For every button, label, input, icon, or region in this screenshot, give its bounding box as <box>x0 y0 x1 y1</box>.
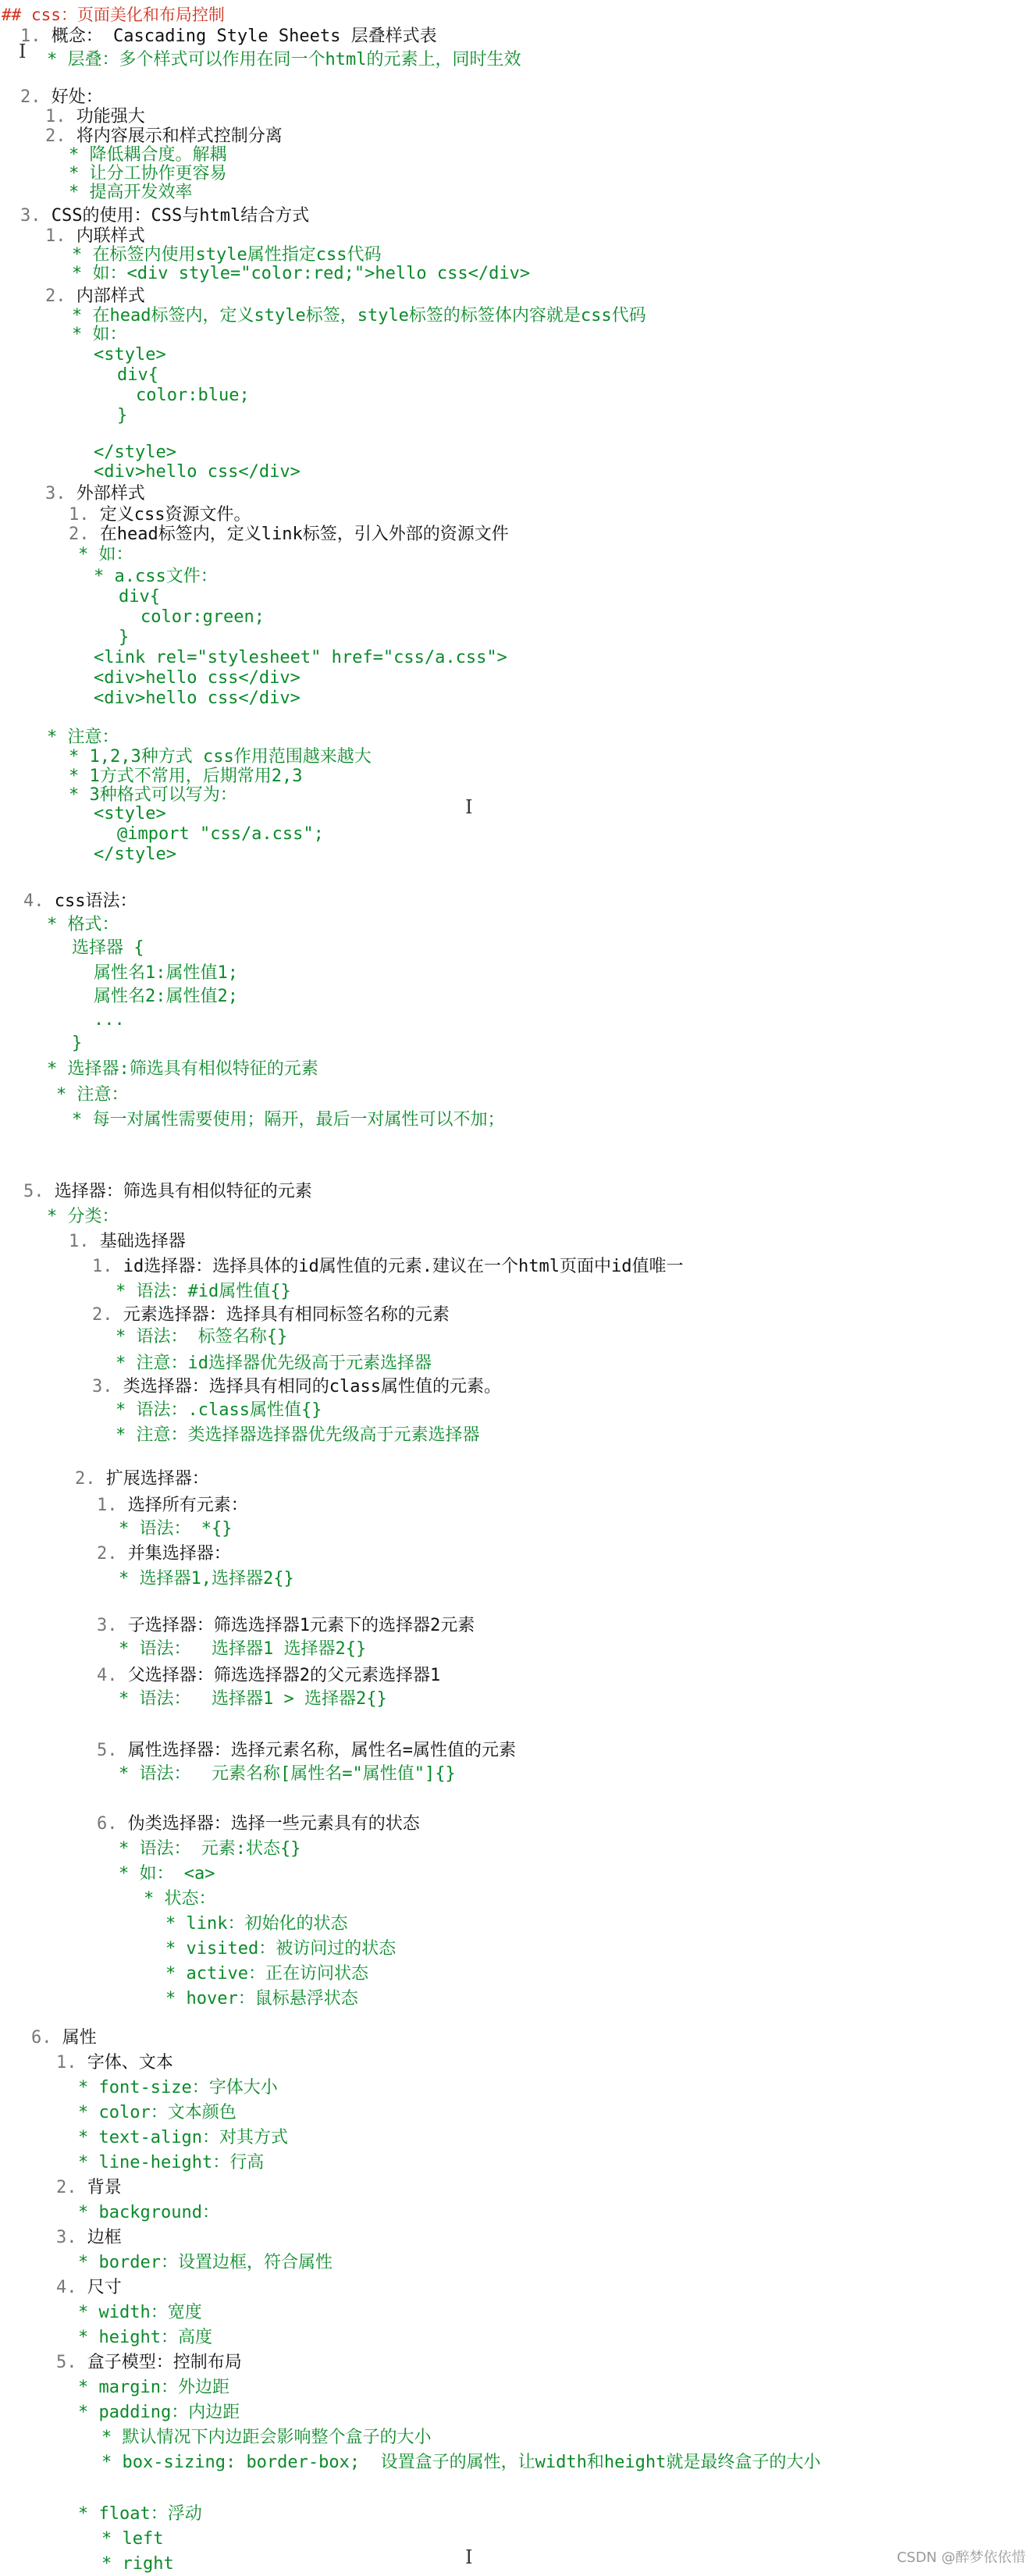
line-text: right <box>122 2554 174 2574</box>
note-line <box>165 1912 347 1936</box>
bullet: * <box>56 1085 77 1105</box>
bullet: * <box>78 545 99 564</box>
note-line <box>69 523 509 546</box>
note-line <box>116 1352 432 1375</box>
bullet: * <box>78 2403 99 2422</box>
bullet: * <box>69 767 90 786</box>
line-text: 语法： 选择器1 选择器2{} <box>139 1639 367 1659</box>
list-number: 1. <box>45 107 76 126</box>
line-text: 语法： 标签名称{} <box>136 1327 288 1347</box>
line-text: visited：被访问过的状态 <box>186 1939 397 1959</box>
line-text: 状态： <box>164 1889 216 1909</box>
bullet: * <box>78 2103 99 2122</box>
line-text: ## <box>2 5 31 24</box>
line-text: margin：外边距 <box>98 2378 229 2397</box>
note-line <box>101 2451 820 2475</box>
line-text: css <box>30 5 61 24</box>
line-text: 注意：id选择器优先级高于元素选择器 <box>136 1354 432 1373</box>
line-text: 伪类选择器：选择一些元素具有的状态 <box>127 1814 420 1834</box>
line-text: 内部样式 <box>76 286 145 306</box>
bullet: * <box>69 183 90 202</box>
text-cursor-mid: I <box>465 796 473 818</box>
note-line <box>116 1399 322 1422</box>
bullet: * <box>119 1864 140 1884</box>
bullet: * <box>78 2328 99 2347</box>
bullet: * <box>116 1327 137 1347</box>
line-text: <div>hello css</div> <box>94 668 301 688</box>
bullet: * <box>47 1207 68 1226</box>
line-text: 每一对属性需要使用；隔开，最后一对属性可以不加； <box>92 1110 505 1130</box>
line-text: 分类： <box>67 1207 119 1226</box>
list-number: 1. <box>69 1232 100 1251</box>
note-line <box>92 1304 450 1327</box>
bullet: * <box>78 2303 99 2322</box>
line-text: 1,2,3种方式 css作用范围越来越大 <box>89 747 372 767</box>
note-line <box>119 1567 294 1591</box>
list-number: 4. <box>97 1666 128 1685</box>
bullet: * <box>165 1964 187 1984</box>
line-text: border：设置边框，符合属性 <box>98 2253 333 2272</box>
line-text: 好处： <box>51 87 103 107</box>
bullet: * <box>101 2529 123 2549</box>
bullet: * <box>165 1914 187 1934</box>
note-line <box>47 48 521 72</box>
bullet: * <box>78 2253 99 2272</box>
line-text: 注意： <box>67 728 119 747</box>
note-line <box>140 606 265 629</box>
list-number: 1. <box>69 505 100 525</box>
note-line <box>31 2026 97 2050</box>
line-text: font-size：字体大小 <box>98 2078 278 2097</box>
line-text: div{ <box>117 365 158 385</box>
list-number: 2. <box>45 126 76 146</box>
line-text: 边框 <box>87 2228 122 2247</box>
note-line <box>97 1813 420 1836</box>
bullet: * <box>72 325 93 344</box>
line-text: 3种格式可以写为： <box>89 785 237 805</box>
note-line <box>20 25 437 48</box>
line-text: 功能强大 <box>76 107 145 126</box>
list-number: 2. <box>97 1544 128 1564</box>
list-number: 1. <box>45 226 76 246</box>
bullet: * <box>78 2078 99 2097</box>
list-number: 2. <box>56 2178 87 2197</box>
note-line <box>94 962 238 985</box>
line-text: link：初始化的状态 <box>186 1914 348 1934</box>
line-text: 提高开发效率 <box>89 183 193 202</box>
note-line <box>101 2528 163 2551</box>
note-line <box>78 2401 240 2425</box>
note-line <box>78 2301 202 2325</box>
list-number: 1. <box>56 2053 87 2073</box>
note-line <box>69 1230 186 1254</box>
line-text: 属性选择器：选择元素名称，属性名=属性值的元素 <box>127 1741 516 1760</box>
note-line <box>78 2101 237 2125</box>
note-line <box>94 843 176 866</box>
list-number: 2. <box>69 525 100 544</box>
line-text: color：文本颜色 <box>98 2103 237 2122</box>
list-number: 6. <box>97 1814 128 1834</box>
note-line <box>117 404 127 428</box>
line-text: active：正在访问状态 <box>186 1964 368 1984</box>
note-line <box>23 890 137 913</box>
note-line <box>56 2051 173 2075</box>
list-number: 3. <box>56 2228 87 2247</box>
list-number: 2. <box>92 1305 123 1325</box>
note-line <box>23 1180 312 1204</box>
note-line <box>56 1083 129 1107</box>
line-text: 并集选择器： <box>127 1544 231 1564</box>
note-line <box>119 1838 301 1861</box>
line-text: 背景 <box>87 2178 122 2197</box>
line-text: a.css文件： <box>114 567 218 586</box>
list-number: 1. <box>92 1257 123 1276</box>
note-line <box>119 1763 456 1786</box>
line-text: 层叠：多个样式可以作用在同一个html的元素上，同时生效 <box>67 50 521 69</box>
note-line <box>97 1614 475 1638</box>
line-text: 如： <box>92 325 127 344</box>
bullet: * <box>78 2504 99 2524</box>
line-text: 1方式不常用，后期常用2,3 <box>89 767 303 786</box>
note-line <box>92 1375 501 1399</box>
list-number: 6. <box>31 2028 62 2048</box>
line-text: background： <box>98 2203 219 2222</box>
note-line <box>119 1688 387 1711</box>
note-line <box>78 543 133 567</box>
line-text: width：宽度 <box>98 2303 202 2322</box>
bullet: * <box>47 1059 68 1079</box>
bullet: * <box>119 1689 140 1709</box>
line-text: box-sizing: border-box; 设置盒子的属性，让width和height就是最终盒子的大小 <box>122 2453 821 2472</box>
line-text: 尺寸 <box>87 2278 122 2297</box>
note-line <box>78 2326 212 2350</box>
line-text: css语法： <box>54 891 137 911</box>
bullet: * <box>119 1519 140 1539</box>
line-text: line-height：行高 <box>98 2153 265 2172</box>
list-number: 3. <box>92 1377 123 1397</box>
line-text: 属性名2:属性值2; <box>94 987 238 1006</box>
bullet: * <box>119 1764 140 1784</box>
list-number: 2. <box>45 286 76 306</box>
bullet: * <box>72 1110 93 1130</box>
note-line <box>47 913 119 937</box>
line-text: 内联样式 <box>76 226 145 246</box>
line-text: <link rel="stylesheet" href="css/a.css"> <box>94 648 507 667</box>
bullet: * <box>101 2554 123 2574</box>
note-line <box>119 1517 232 1541</box>
line-text: 选择器：筛选具有相似特征的元素 <box>54 1182 312 1201</box>
note-line <box>69 181 193 205</box>
note-line <box>136 384 250 407</box>
text-cursor-bottom: I <box>465 2546 473 2568</box>
bullet: * <box>78 2378 99 2397</box>
list-number: 3. <box>20 206 52 226</box>
line-text: 格式： <box>67 915 119 934</box>
line-text: ... <box>94 1010 125 1030</box>
line-text: </style> <box>94 443 176 462</box>
line-text: 定义css资源文件。 <box>99 505 251 525</box>
bullet: * <box>116 1400 137 1420</box>
line-text: 选择器1,选择器2{} <box>139 1569 294 1589</box>
line-text: 语法：#id属性值{} <box>136 1282 291 1301</box>
note-line <box>119 1863 215 1886</box>
line-text: 扩展选择器： <box>105 1469 209 1489</box>
note-line <box>56 2176 122 2200</box>
note-line <box>97 1664 440 1688</box>
note-line <box>78 2076 278 2100</box>
note-line <box>119 1638 366 1661</box>
line-text: 默认情况下内边距会影响整个盒子的大小 <box>122 2428 432 2447</box>
line-text: 基础选择器 <box>99 1232 186 1251</box>
note-line <box>78 2126 288 2150</box>
line-text: 外部样式 <box>76 484 145 503</box>
line-text: 父选择器：筛选选择器2的父元素选择器1 <box>127 1666 441 1685</box>
line-text: 语法： 选择器1 > 选择器2{} <box>139 1689 387 1709</box>
line-text: 字体、文本 <box>87 2053 173 2073</box>
list-number: 5. <box>56 2353 87 2372</box>
line-text: 语法： *{} <box>139 1519 233 1539</box>
line-text: padding：内边距 <box>98 2403 240 2422</box>
line-text: height：高度 <box>98 2328 212 2347</box>
line-text: 选择器 { <box>72 938 144 958</box>
line-text: <div>hello css</div> <box>94 688 301 708</box>
note-line <box>56 2351 242 2375</box>
bullet: * <box>144 1889 165 1909</box>
bullet: * <box>47 50 68 69</box>
list-number: 3. <box>45 484 76 503</box>
list-number: 3. <box>97 1616 128 1635</box>
line-text: 在head标签内，定义link标签，引入外部的资源文件 <box>99 525 509 544</box>
note-line <box>47 1205 119 1229</box>
bullet: * <box>69 785 90 805</box>
note-line <box>165 1937 396 1961</box>
bullet: * <box>78 2203 99 2222</box>
bullet: * <box>119 1839 140 1859</box>
list-number: 5. <box>23 1182 55 1201</box>
bullet: * <box>47 915 68 934</box>
line-text: </style> <box>94 845 176 864</box>
line-text: id选择器：选择具体的id属性值的元素.建议在一个html页面中id值唯一 <box>123 1257 684 1276</box>
line-text: color:green; <box>140 607 265 627</box>
list-number: 4. <box>56 2278 87 2297</box>
bullet: * <box>78 2153 99 2172</box>
bullet: * <box>165 1939 187 1959</box>
note-line <box>78 2201 219 2225</box>
bullet: * <box>69 164 90 183</box>
note-line <box>101 2553 174 2576</box>
line-text: 属性名1:属性值1; <box>94 963 238 983</box>
line-text: } <box>117 406 128 425</box>
line-text: 语法： 元素名称[属性名="属性值"]{} <box>139 1764 456 1784</box>
line-text: 降低耦合度。解耦 <box>89 145 227 165</box>
line-text: 语法： 元素:状态{} <box>139 1839 301 1859</box>
bullet: * <box>165 1989 187 2008</box>
bullet: * <box>101 2428 123 2447</box>
line-text: 选择器:筛选具有相似特征的元素 <box>67 1059 318 1079</box>
line-text: 如： <box>98 545 133 564</box>
line-text: 如： <a> <box>139 1864 215 1884</box>
line-text: 属性 <box>62 2028 97 2048</box>
line-text: 如：<div style="color:red;">hello css</div> <box>92 264 531 283</box>
list-number: 2. <box>20 87 52 107</box>
line-text: hover：鼠标悬浮状态 <box>186 1989 358 2008</box>
bullet: * <box>116 1354 137 1373</box>
bullet: * <box>72 245 93 265</box>
note-line <box>97 1739 516 1763</box>
note-line <box>97 1542 231 1566</box>
note-line <box>72 262 530 286</box>
note-line <box>47 1058 318 1081</box>
note-line <box>72 1108 505 1132</box>
bullet: * <box>116 1282 137 1301</box>
note-line <box>78 2151 264 2175</box>
line-text: 让分工协作更容易 <box>89 164 227 183</box>
line-text: <style> <box>94 804 166 824</box>
note-line <box>45 482 145 506</box>
note-line <box>78 2376 229 2400</box>
note-line <box>78 2251 333 2275</box>
bullet: * <box>72 306 93 326</box>
note-line <box>94 687 301 710</box>
line-text: 语法：.class属性值{} <box>136 1400 322 1420</box>
line-text: 选择所有元素： <box>127 1496 248 1515</box>
note-line <box>78 2503 202 2526</box>
note-line <box>72 304 646 328</box>
line-text: <style> <box>94 345 166 365</box>
line-text: 在head标签内，定义style标签，style标签的标签体内容就是css代码 <box>92 306 646 326</box>
note-line <box>72 1032 82 1055</box>
note-line <box>101 2426 432 2450</box>
note-line <box>144 1888 216 1911</box>
line-text: 概念： Cascading Style Sheets 层叠样式表 <box>51 27 437 46</box>
note-line <box>56 2226 122 2250</box>
line-text: color:blue; <box>136 386 250 405</box>
bullet: * <box>119 1639 140 1659</box>
bullet: * <box>116 1425 137 1445</box>
bullet: * <box>69 747 90 767</box>
line-text: text-align：对其方式 <box>98 2128 288 2147</box>
note-line <box>75 1468 209 1491</box>
bullet: * <box>78 2128 99 2147</box>
line-text: @import "css/a.css"; <box>117 824 324 844</box>
note-line <box>72 937 144 960</box>
note-line <box>2 3 225 27</box>
line-text: 注意：类选择器选择器优先级高于元素选择器 <box>136 1425 480 1445</box>
note-line <box>116 1424 480 1447</box>
line-text: left <box>122 2529 164 2549</box>
line-text: 盒子模型：控制布局 <box>87 2353 242 2372</box>
list-number: 4. <box>23 891 55 911</box>
line-text: 元素选择器：选择具有相同标签名称的元素 <box>123 1305 450 1325</box>
line-text: <div>hello css</div> <box>94 462 301 482</box>
line-text: 子选择器：筛选选择器1元素下的选择器2元素 <box>127 1616 475 1635</box>
line-text: CSS的使用：CSS与html结合方式 <box>51 206 310 226</box>
bullet: * <box>69 145 90 165</box>
note-line <box>56 2276 122 2300</box>
bullet: * <box>101 2453 123 2472</box>
bullet: * <box>119 1569 140 1589</box>
note-line <box>94 461 301 484</box>
line-text: 在标签内使用style属性指定css代码 <box>92 245 382 265</box>
line-text: } <box>72 1034 83 1053</box>
note-line <box>94 985 238 1009</box>
note-line <box>165 1962 368 1986</box>
list-number: 2. <box>75 1469 106 1489</box>
line-text: 注意： <box>76 1085 129 1105</box>
bullet: * <box>72 264 93 283</box>
line-text: 类选择器：选择具有相同的class属性值的元素。 <box>123 1377 501 1397</box>
bullet: * <box>94 567 115 586</box>
note-line <box>116 1280 291 1304</box>
line-text: 将内容展示和样式控制分离 <box>76 126 283 146</box>
note-line <box>116 1325 287 1349</box>
line-text: div{ <box>119 587 160 607</box>
note-line <box>92 1255 683 1279</box>
line-text: float：浮动 <box>98 2504 202 2524</box>
bullet: * <box>47 728 68 747</box>
list-number: 1. <box>20 27 52 46</box>
list-number: 1. <box>97 1496 128 1515</box>
line-text: } <box>119 628 130 647</box>
note-line <box>97 1494 248 1517</box>
line-text: ：页面美化和布局控制 <box>60 5 225 24</box>
watermark: CSDN @醉梦依依惜 <box>896 2549 1026 2566</box>
note-line <box>94 1009 125 1032</box>
text-cursor-top: I <box>19 41 27 62</box>
note-line <box>165 1987 358 2011</box>
list-number: 5. <box>97 1741 128 1760</box>
